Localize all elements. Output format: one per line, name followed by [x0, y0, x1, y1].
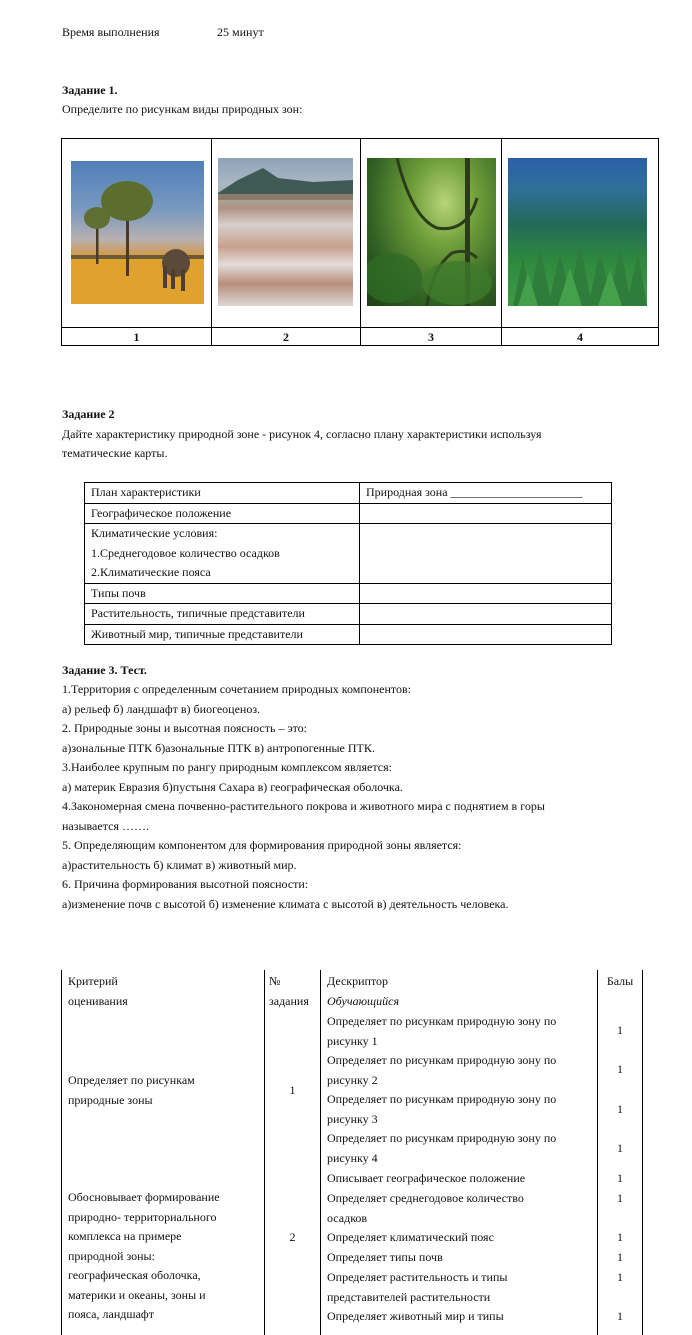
question-4-continued: называется ……. — [62, 818, 149, 833]
picture-number-4: 4 — [577, 330, 583, 344]
descriptor-line: Определяет по рисункам природную зону по — [327, 1014, 557, 1028]
task2-instruction-line1: Дайте характеристику природной зоне - рисунок 4, согласно плану характеристики используя — [62, 427, 542, 441]
question-5-options: а)растительность б) климат в) животный мир. — [62, 857, 297, 872]
criterion-line: комплекса на примере — [68, 1229, 182, 1243]
question-3: 3.Наиболее крупным по рангу природным комплексом является: — [62, 760, 392, 774]
task2-instruction-line2: тематические карты. — [62, 446, 168, 460]
descriptor-line: Определяет среднегодовое количество — [327, 1191, 524, 1205]
row-label: Типы почв — [85, 583, 360, 604]
points: 1 — [617, 1171, 623, 1185]
picture-number-1: 1 — [133, 330, 140, 344]
points: 1 — [617, 1250, 623, 1264]
cut-off-heading-text — [62, 0, 322, 2]
descriptor — [327, 1169, 525, 1189]
table-header-row — [85, 483, 612, 504]
taiga-illustration — [508, 158, 647, 306]
descriptor — [327, 1307, 504, 1327]
descriptor-line: Определяет типы почв — [327, 1250, 443, 1264]
rainforest-illustration — [367, 158, 496, 306]
rubric-header-task-no — [269, 972, 309, 1011]
rainforest-photo — [367, 158, 496, 306]
descriptor — [327, 1129, 556, 1168]
criterion-line: природной зоны: — [68, 1248, 155, 1263]
answer-cell[interactable] — [360, 604, 612, 625]
question-4: 4.Закономерная смена почвенно-растительного покрова и животного мира с поднятием в горы — [62, 799, 545, 813]
descriptor-line: Определяет по рисункам природную зону по — [327, 1092, 557, 1106]
criterion-1 — [68, 1071, 195, 1110]
question-1: 1.Территория с определенным сочетанием природных компонентов: — [62, 682, 412, 696]
header-line: задания — [269, 993, 309, 1008]
question-2: 2. Природные зоны и высотная поясность – это: — [62, 721, 308, 735]
descriptor — [327, 1248, 443, 1268]
header-line: оценивания — [68, 993, 128, 1008]
descriptor — [327, 1189, 524, 1228]
descriptor — [327, 1051, 556, 1090]
table-row — [85, 583, 612, 604]
descriptor-line: Описывает географическое положение — [327, 1171, 526, 1185]
question-6-options: а)изменение почв с высотой б) изменение климата с высотой в) деятельность человека. — [62, 896, 509, 911]
criterion-2 — [68, 1188, 220, 1325]
criterion-line: материки и океаны, зоны и — [68, 1287, 206, 1302]
descriptor-line: осадков — [327, 1210, 368, 1225]
row-label: Животный мир, типичные представители — [85, 624, 360, 645]
picture-number-3: 3 — [428, 330, 434, 344]
descriptor — [327, 1228, 494, 1248]
descriptor-line: рисунку 3 — [327, 1111, 378, 1126]
points: 1 — [617, 1230, 623, 1244]
rubric-header-criterion — [68, 972, 128, 1011]
header-line: Критерий — [68, 974, 118, 988]
time-row — [62, 23, 264, 43]
header-natural-zone: Природная зона ______________________ — [360, 483, 612, 504]
question-3-options: а) материк Евразия б)пустыня Сахара в) географическая оболочка. — [62, 779, 403, 794]
question-1-options: а) рельеф б) ландшафт в) биогеоценоз. — [62, 701, 261, 716]
table-row — [85, 524, 612, 584]
table-row — [85, 624, 612, 645]
criterion-line: природно- территориального — [68, 1209, 217, 1224]
answer-cell[interactable] — [360, 583, 612, 604]
criterion-line: пояса, ландшафт — [68, 1307, 154, 1321]
points: 1 — [617, 1141, 623, 1155]
test-questions — [62, 680, 545, 914]
table-divider — [211, 139, 212, 345]
descriptor-line: Определяет по рисункам природную зону по — [327, 1131, 557, 1145]
descriptor-line: представителей растительности — [327, 1289, 491, 1304]
descriptor — [327, 1268, 507, 1307]
table-divider — [501, 139, 502, 345]
savanna-illustration — [71, 161, 204, 304]
descriptor-line: рисунку 2 — [327, 1072, 378, 1087]
header-plan: План характеристики — [85, 483, 360, 504]
question-5: 5. Определяющим компонентом для формирования природной зоны является: — [62, 838, 462, 852]
row-label: Географическое положение — [85, 503, 360, 524]
points: 1 — [617, 1102, 623, 1116]
row-label-line: Климатические условия: — [91, 526, 218, 540]
points: 1 — [617, 1191, 623, 1205]
descriptor — [327, 1012, 556, 1051]
descriptor — [327, 1090, 556, 1129]
question-6: 6. Причина формирования высотной поясности: — [62, 877, 309, 891]
tundra-photo — [218, 158, 353, 306]
task3-title: Задание 3. Тест. — [62, 663, 147, 677]
savanna-photo — [71, 161, 204, 304]
row-label: Растительность, типичные представители — [85, 604, 360, 625]
points: 1 — [617, 1023, 623, 1037]
task2-title: Задание 2 — [62, 407, 115, 421]
table-divider — [360, 139, 361, 345]
descriptor-line: Определяет климатический пояс — [327, 1230, 494, 1244]
time-value: 25 минут — [217, 25, 264, 39]
row-label-line: 1.Среднегодовое количество осадков — [91, 545, 280, 560]
rubric-border — [320, 970, 321, 1335]
rubric-border — [642, 970, 643, 1335]
descriptor-line: рисунку 1 — [327, 1033, 378, 1048]
rubric-header-descriptor — [327, 972, 399, 1011]
time-label: Время выполнения — [62, 25, 160, 39]
table-row — [85, 503, 612, 524]
descriptor-line: Определяет растительность и типы — [327, 1270, 508, 1284]
descriptor-line: Определяет животный мир и типы — [327, 1309, 504, 1323]
characteristic-plan-table — [84, 482, 612, 645]
task1-title: Задание 1. — [62, 83, 118, 97]
row-label — [85, 524, 360, 584]
picture-number-2: 2 — [283, 330, 289, 344]
question-2-options: а)зональные ПТК б)азональные ПТК в) антропогенные ПТК. — [62, 740, 375, 755]
criterion-line: Обосновывает формирование — [68, 1190, 220, 1204]
rubric-border — [264, 970, 265, 1335]
points: 1 — [617, 1270, 623, 1284]
row-label-line: 2.Климатические пояса — [91, 565, 211, 579]
pictures-table — [61, 138, 659, 346]
table-row — [85, 604, 612, 625]
criterion-line: географическая оболочка, — [68, 1268, 201, 1282]
header-line-learner: Обучающийся — [327, 993, 400, 1008]
header-line: № — [269, 974, 281, 988]
taiga-photo — [508, 158, 647, 306]
tundra-illustration — [218, 158, 353, 306]
answer-cell[interactable] — [360, 624, 612, 645]
points: 1 — [617, 1062, 623, 1076]
header-line: Дескриптор — [327, 974, 389, 988]
task1-instruction: Определите по рисункам виды природных зон: — [62, 102, 303, 116]
descriptor-line: рисунку 4 — [327, 1150, 378, 1165]
task-number-2: 2 — [289, 1230, 296, 1244]
answer-cell[interactable] — [360, 524, 612, 584]
criterion-line: природные зоны — [68, 1092, 153, 1107]
answer-cell[interactable] — [360, 503, 612, 524]
criterion-line: Определяет по рисункам — [68, 1073, 195, 1087]
rubric-border — [61, 970, 62, 1335]
points: 1 — [617, 1309, 623, 1323]
descriptor-line: Определяет по рисункам природную зону по — [327, 1053, 557, 1067]
rubric-header-points: Балы — [606, 974, 634, 988]
task-number-1: 1 — [289, 1083, 296, 1097]
